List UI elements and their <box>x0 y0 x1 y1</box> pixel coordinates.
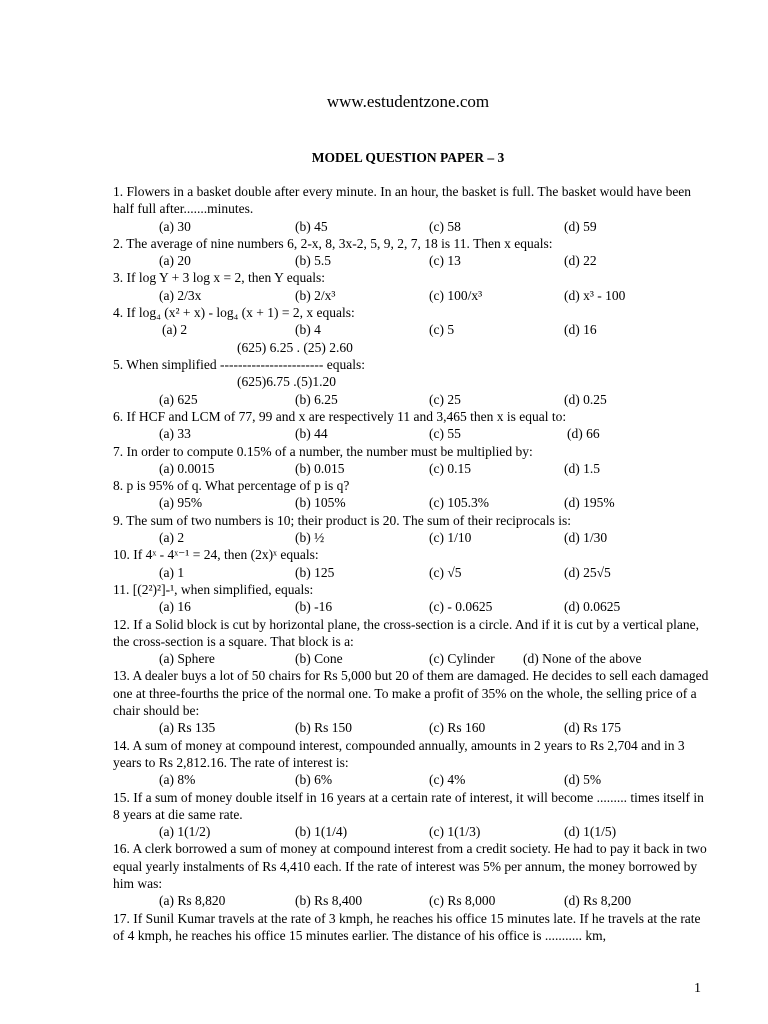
option-b: (b) 6% <box>295 772 333 788</box>
question-text: 11. [(2²)²]-¹, when simplified, equals: <box>113 581 314 597</box>
question-text: 13. A dealer buys a lot of 50 chairs for Rs 5,000 but 20 of them are damaged. He decides to sell each damaged one at three-fourths the price of the normal one. To make a profit of 35% on the whole, the selling price of a chair should be: <box>113 668 709 719</box>
option-b: (b) 44 <box>295 426 328 442</box>
option-c: (c) 0.15 <box>429 460 471 476</box>
options-row <box>113 391 713 408</box>
option-c: (c) 55 <box>429 426 461 442</box>
question-text: 17. If Sunil Kumar travels at the rate of 3 kmph, he reaches his office 15 minutes late. If he travels at the rate of 4 kmph, he reaches his office 15 minutes earlier. The distance of his office is ........... km, <box>113 910 701 943</box>
option-d: (d) 1.5 <box>564 460 600 476</box>
option-d: (d) x³ - 100 <box>564 287 626 303</box>
question-text: 2. The average of nine numbers 6, 2-x, 8, 3x-2, 5, 9, 2, 7, 18 is 11. Then x equals: <box>113 235 553 251</box>
question <box>113 183 713 235</box>
option-c: (c) 100/x³ <box>429 287 483 303</box>
option-c: (c) 105.3% <box>429 495 489 511</box>
question <box>113 546 713 581</box>
option-a: (a) 2/3x <box>159 287 202 303</box>
option-d: (d) 66 <box>567 426 600 442</box>
paper-title: MODEL QUESTION PAPER – 3 <box>311 150 505 165</box>
option-c: (c) 1/10 <box>429 530 472 546</box>
question <box>113 304 713 339</box>
option-a: (a) 20 <box>159 253 191 269</box>
question <box>113 581 713 616</box>
option-c: (c) 5 <box>429 322 455 338</box>
question <box>113 840 713 909</box>
options-row <box>113 564 713 581</box>
option-b: (b) Rs 8,400 <box>295 893 363 909</box>
question <box>113 667 713 736</box>
question <box>113 339 713 408</box>
option-a: (a) 8% <box>159 772 196 788</box>
options-row <box>113 287 713 304</box>
option-b: (b) 2/x³ <box>295 287 336 303</box>
option-b: (b) ½ <box>295 530 325 546</box>
option-a: (a) Rs 135 <box>159 720 216 736</box>
question-text: 3. If log Y + 3 log x = 2, then Y equals: <box>113 270 325 286</box>
question <box>113 616 713 668</box>
option-c: (c) 1(1/3) <box>429 824 481 840</box>
option-d: (d) 22 <box>564 253 597 269</box>
options-row <box>113 719 713 736</box>
fraction-numerator: (625) 6.25 . (25) 2.60 <box>237 339 353 355</box>
option-c: (c) Rs 8,000 <box>429 893 496 909</box>
question-text: 10. If 4ˣ - 4ˣ⁻¹ = 24, then (2x)ˣ equals: <box>113 547 319 563</box>
option-c: (c) 4% <box>429 772 466 788</box>
options-row <box>113 892 713 909</box>
question <box>113 512 713 547</box>
option-d: (d) 0.25 <box>564 391 607 407</box>
question <box>113 235 713 270</box>
option-d: (d) 0.0625 <box>564 599 621 615</box>
option-a: (a) 95% <box>159 495 203 511</box>
fraction-denominator: (625)6.75 .(5)1.20 <box>237 374 336 390</box>
option-c: (c) Rs 160 <box>429 720 486 736</box>
options-row <box>113 218 713 235</box>
options-row <box>113 598 713 615</box>
option-b: (b) 4 <box>295 322 321 338</box>
question-text: 8. p is 95% of q. What percentage of p is q? <box>113 478 350 494</box>
question-text: 9. The sum of two numbers is 10; their product is 20. The sum of their reciprocals is: <box>113 512 572 528</box>
question-list <box>113 183 713 944</box>
option-b: (b) 45 <box>295 218 328 234</box>
option-c: (c) 58 <box>429 218 461 234</box>
question-text: 14. A sum of money at compound interest, compounded annually, amounts in 2 years to Rs 2,704 and in 3 years to Rs 2,812.16. The rate of interest is: <box>113 737 685 770</box>
option-c: (c) Cylinder <box>429 651 495 667</box>
option-d: (d) Rs 175 <box>564 720 621 736</box>
option-c: (c) √5 <box>429 564 462 580</box>
question <box>113 789 713 841</box>
option-d: (d) 1/30 <box>564 530 608 546</box>
option-a: (a) 0.0015 <box>159 460 215 476</box>
option-b: (b) Rs 150 <box>295 720 352 736</box>
question-text: 7. In order to compute 0.15% of a number, the number must be multiplied by: <box>113 443 533 459</box>
options-row <box>113 494 713 511</box>
fraction-expression <box>113 339 713 391</box>
option-a: (a) Sphere <box>159 651 215 667</box>
option-b: (b) 0.015 <box>295 460 345 476</box>
option-d: (d) 5% <box>564 772 602 788</box>
option-a: (a) 2 <box>159 530 185 546</box>
options-row <box>113 321 713 338</box>
option-a: (a) 30 <box>159 218 191 234</box>
question <box>113 477 713 512</box>
question-text: 16. A clerk borrowed a sum of money at compound interest from a credit society. He had to pay it back in two equal yearly instalments of Rs 4,410 each. If the rate of interest was 5% per annum, the money borrowed by him was: <box>113 841 707 891</box>
question-text: 12. If a Solid block is cut by horizontal plane, the cross-section is a circle. And if it is cut by a vertical plane, the cross-section is a square. That block is a: <box>113 616 699 649</box>
option-b: (b) 125 <box>295 564 335 580</box>
options-row <box>113 823 713 840</box>
option-a: (a) Rs 8,820 <box>159 893 226 909</box>
option-a: (a) 2 <box>162 322 188 338</box>
option-d: (d) 59 <box>564 218 597 234</box>
question <box>113 737 713 789</box>
options-row <box>113 460 713 477</box>
option-d: (d) 25√5 <box>564 564 611 580</box>
option-b: (b) Cone <box>295 651 343 667</box>
question <box>113 269 713 304</box>
options-row <box>113 771 713 788</box>
option-d: (d) 195% <box>564 495 615 511</box>
option-b: (b) 105% <box>295 495 346 511</box>
option-d: (d) Rs 8,200 <box>564 893 632 909</box>
option-b: (b) 5.5 <box>295 253 331 269</box>
site-url: www.estudentzone.com <box>326 92 490 111</box>
question <box>113 443 713 478</box>
question <box>113 408 713 443</box>
option-a: (a) 1(1/2) <box>159 824 211 840</box>
option-c: (c) - 0.0625 <box>429 599 493 615</box>
option-d: (d) 16 <box>564 322 597 338</box>
question <box>113 910 713 945</box>
options-row <box>113 529 713 546</box>
option-d: (d) 1(1/5) <box>564 824 617 840</box>
question-text: 4. If log₄ (x² + x) - log₄ (x + 1) = 2, x equals: <box>113 305 355 321</box>
options-row <box>113 252 713 269</box>
question-text: 15. If a sum of money double itself in 16 years at a certain rate of interest, it will become ......... times itself in 8 years at die same rate. <box>113 789 704 822</box>
option-d: (d) None of the above <box>523 651 642 667</box>
options-row <box>113 425 713 442</box>
options-row <box>113 650 713 667</box>
question-text: 1. Flowers in a basket double after every minute. In an hour, the basket is full. The basket would have been half full after.......minutes. <box>113 184 692 217</box>
option-a: (a) 625 <box>159 391 198 407</box>
page-number: 1 <box>694 981 701 996</box>
option-b: (b) 6.25 <box>295 391 338 407</box>
question-text: 6. If HCF and LCM of 77, 99 and x are respectively 11 and 3,465 then x is equal to: <box>113 408 567 424</box>
option-c: (c) 13 <box>429 253 461 269</box>
question-text: 5. When simplified ----------------------- equals: <box>113 356 365 372</box>
option-b: (b) -16 <box>295 599 333 615</box>
option-b: (b) 1(1/4) <box>295 824 348 840</box>
option-a: (a) 1 <box>159 564 185 580</box>
option-a: (a) 33 <box>159 426 191 442</box>
option-c: (c) 25 <box>429 391 461 407</box>
option-a: (a) 16 <box>159 599 191 615</box>
